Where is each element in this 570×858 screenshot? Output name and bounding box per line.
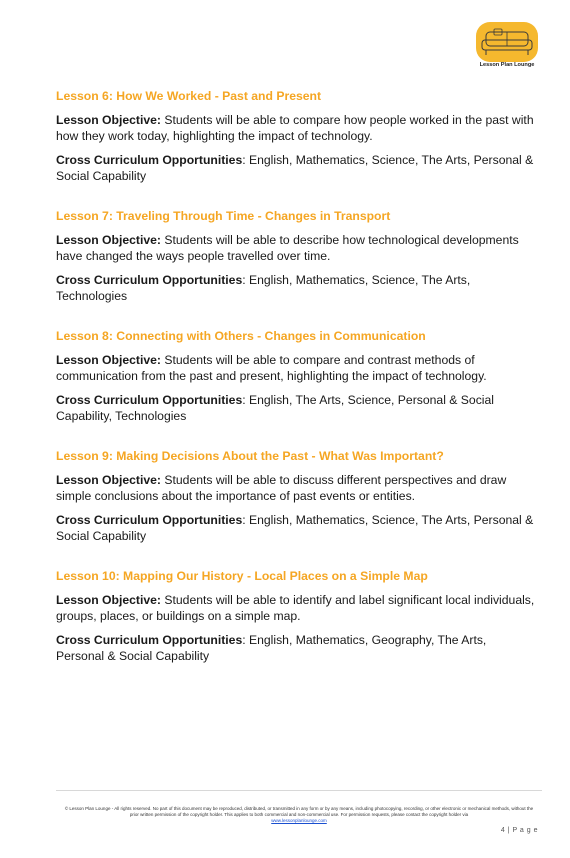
cross-curriculum [56,512,536,544]
lesson-objective [56,472,536,504]
brand-logo [474,20,540,72]
lesson-title: Lesson 8: Connecting with Others - Changes in Communication [56,329,426,343]
objective-text: Students will be able to compare and contrast methods of communication from the past and present, highlighting the impact of technology. [56,353,487,383]
objective-label: Lesson Objective: [56,593,161,607]
lesson-title: Lesson 9: Making Decisions About the Past - What Was Important? [56,449,444,463]
lesson-list [56,88,536,688]
copyright-text: © Lesson Plan Lounge - All rights reserved. No part of this document may be reproduced, distributed, or transmitted in any form or by any means, including photocopying, recording, or other electronic or mechanical methods, without the prior written permission of the copyright holder. This applies to both commercial and non-commercial use. For permission requests, please contact the copyright holder via [64,806,534,817]
lesson-objective [56,352,536,384]
footer-copyright [60,806,538,824]
lesson-title: Lesson 7: Traveling Through Time - Changes in Transport [56,209,391,223]
objective-text: Students will be able to identify and label significant local individuals, groups, places, or buildings on a simple map. [56,593,535,623]
lesson-section [56,568,536,664]
lesson-title: Lesson 6: How We Worked - Past and Present [56,89,322,103]
lesson-section [56,208,536,304]
cross-text: : English, Mathematics, Science, The Arts, Personal & Social Capability [56,153,534,183]
objective-label: Lesson Objective: [56,353,161,367]
page-label: P a g e [512,827,538,834]
cross-label: Cross Curriculum Opportunities [56,393,243,407]
logo-text: Lesson Plan Lounge [479,62,535,68]
page-number [501,827,538,834]
objective-text: Students will be able to describe how technological developments have changed the ways people travelled over time. [56,233,519,263]
lesson-section [56,328,536,424]
sofa-logo-icon [474,20,540,64]
objective-label: Lesson Objective: [56,473,161,487]
cross-curriculum [56,272,536,304]
cross-curriculum [56,632,536,664]
cross-curriculum [56,152,536,184]
lesson-section [56,448,536,544]
cross-text: : English, Mathematics, Science, The Arts, Personal & Social Capability [56,513,534,543]
website-link[interactable]: www.lessonplanlounge.com [271,818,327,823]
cross-label: Cross Curriculum Opportunities [56,153,243,167]
page-number-value: 4 [500,827,506,834]
lesson-objective [56,112,536,144]
page-separator: | [505,827,513,834]
cross-text: : English, Mathematics, Science, The Arts, Technologies [56,273,471,303]
cross-label: Cross Curriculum Opportunities [56,633,243,647]
lesson-objective [56,592,536,624]
cross-text: : English, Mathematics, Geography, The Arts, Personal & Social Capability [56,633,487,663]
lesson-section [56,88,536,184]
cross-curriculum [56,392,536,424]
cross-label: Cross Curriculum Opportunities [56,513,243,527]
cross-label: Cross Curriculum Opportunities [56,273,243,287]
objective-text: Students will be able to discuss different perspectives and draw simple conclusions about the importance of past events or entities. [56,473,507,503]
lesson-objective [56,232,536,264]
objective-label: Lesson Objective: [56,233,161,247]
objective-text: Students will be able to compare how people worked in the past with how they work today, highlighting the impact of technology. [56,113,534,143]
footer-divider [56,790,542,791]
cross-text: : English, The Arts, Science, Personal & Social Capability, Technologies [56,393,494,423]
objective-label: Lesson Objective: [56,113,161,127]
lesson-title: Lesson 10: Mapping Our History - Local Places on a Simple Map [56,569,428,583]
